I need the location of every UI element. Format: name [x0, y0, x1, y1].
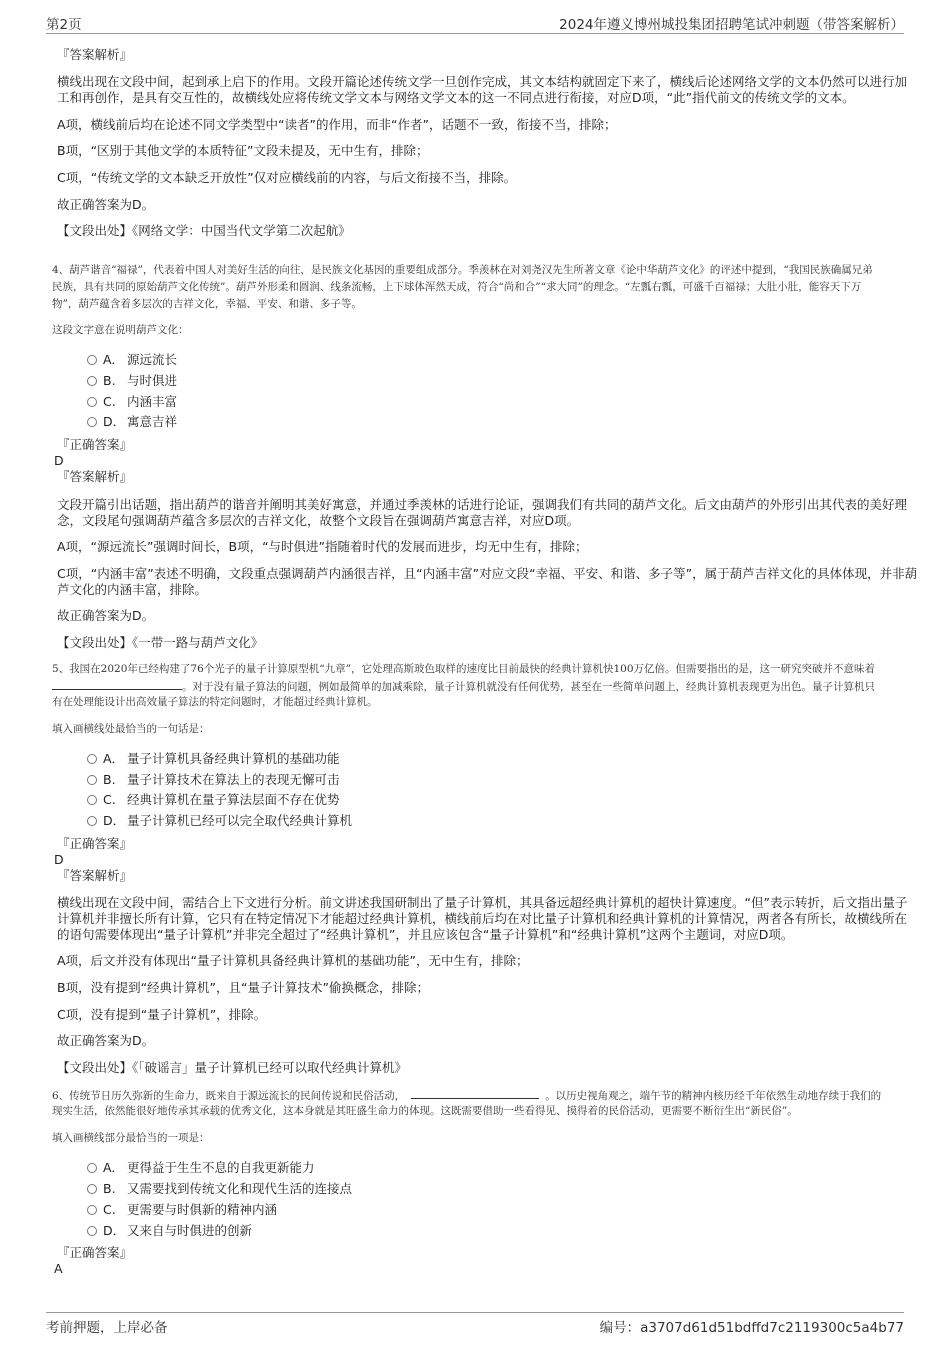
- q4-option-ab-analysis: A项，“源远流长”强调时间长，B项，“与时俱进”指随着时代的发展而进步，均无中生有，排除；: [57, 539, 588, 554]
- q6-answer: A: [54, 1261, 63, 1276]
- q6-option-d[interactable]: D． 又来自与时俱进的创新: [87, 1222, 252, 1239]
- q4-option-c-analysis: C项，“内涵丰富”表述不明确，文段重点强调葫芦内涵很吉祥，且“内涵丰富”对应文段“幸福、平安、和谐、多子等”，属于葫芦吉祥文化的具体体现，并非葫: [57, 566, 918, 581]
- radio-icon[interactable]: [87, 355, 97, 365]
- page-header: [46, 11, 904, 34]
- q5-stem-line: 5、我国在2020年已经构建了76个光子的量子计算原型机“九章”，它处理高斯玻色取样的速度比目前最快的经典计算机快100万亿倍。但需要指出的是，这一研究突破并不意味着: [52, 663, 876, 675]
- q5-stem-line: 有在处理能设计出高效量子算法的特定问题时，才能超过经典计算机。: [52, 696, 378, 708]
- q5-conclusion: 故正确答案为D。: [57, 1033, 155, 1048]
- q4-answer-label: 『正确答案』: [57, 437, 133, 452]
- document-title: 2024年遵义博州城投集团招聘笔试冲刺题（带答案解析）: [559, 17, 904, 33]
- radio-icon[interactable]: [87, 417, 97, 427]
- q5-option-b[interactable]: B. 量子计算技术在算法上的表现无懈可击: [87, 771, 340, 788]
- q4-analysis-line: 文段开篇引出话题，指出葫芦的谐音并阐明其美好寓意，并通过季羡林的话进行论证，强调我们有共同的葫芦文化。后文由葫芦的外形引出其代表的美好理: [57, 497, 908, 512]
- q4-option-c[interactable]: C. 内涵丰富: [87, 393, 177, 410]
- q5-option-a-analysis: A项，后文并没有体现出“量子计算机具备经典计算机的基础功能”，无中生有，排除；: [57, 953, 529, 968]
- radio-icon[interactable]: [87, 1163, 97, 1173]
- q3-option-a-analysis: A项，横线前后均在论述不同文学类型中“读者”的作用，而非“作者”，话题不一致，衔接不当，排除；: [57, 117, 617, 132]
- q4-option-a[interactable]: A． 源远流长: [87, 351, 177, 368]
- q3-option-b-analysis: B项，“区别于其他文学的本质特征”文段未提及，无中生有，排除；: [57, 143, 429, 158]
- q5-analysis-line: 横线出现在文段中间，需结合上下文进行分析。前文讲述我国研制出了量子计算机，其具备远超经典计算机的超快计算速度。“但”表示转折，后文指出量子: [57, 895, 908, 910]
- radio-icon[interactable]: [87, 816, 97, 826]
- q6-answer-label: 『正确答案』: [57, 1245, 133, 1260]
- q3-option-c-analysis: C项，“传统文学的文本缺乏开放性”仅对应横线前的内容，与后文衔接不当，排除。: [57, 170, 517, 185]
- radio-icon[interactable]: [87, 775, 97, 785]
- q5-answer-label: 『正确答案』: [57, 836, 133, 851]
- q4-stem-line: 民族，具有共同的原始葫芦文化传统”。葫芦外形柔和圆润、线条流畅，上下球体浑然天成，符合“尚和合”“求大同”的理念。“左瓢右瓢，可盛千百福禄；大肚小肚，能容天下万: [52, 281, 862, 293]
- page-footer: [46, 1312, 904, 1335]
- q3-analysis-line: 横线出现在文段中间，起到承上启下的作用。文段开篇论述传统文学一旦创作完成，其文本结构就固定下来了，横线后论述网络文学的文本仍然可以进行加: [57, 74, 908, 89]
- radio-icon[interactable]: [87, 397, 97, 407]
- radio-icon[interactable]: [87, 795, 97, 805]
- q4-source: 【文段出处】《一带一路与葫芦文化》: [57, 635, 264, 650]
- page-number: 第2页: [46, 17, 82, 33]
- radio-icon[interactable]: [87, 754, 97, 764]
- q3-conclusion: 故正确答案为D。: [57, 197, 155, 212]
- q6-option-a[interactable]: A． 更得益于生生不息的自我更新能力: [87, 1159, 315, 1176]
- radio-icon[interactable]: [87, 376, 97, 386]
- radio-icon[interactable]: [87, 1226, 97, 1236]
- fill-blank: [411, 1087, 539, 1099]
- q6-option-b[interactable]: B. 又需要找到传统文化和现代生活的连接点: [87, 1180, 352, 1197]
- q5-option-a[interactable]: A． 量子计算机具备经典计算机的基础功能: [87, 750, 340, 767]
- q6-stem-line: 现实生活，依然能很好地传承其承载的优秀文化，这本身就是其旺盛生命力的体现。这既需要借助一些看得见、摸得着的民俗活动，更需要不断衍生出“新民俗”。: [52, 1105, 798, 1117]
- q4-conclusion: 故正确答案为D。: [57, 608, 155, 623]
- footer-slogan: 考前押题，上岸必备: [46, 1320, 168, 1336]
- document-serial-number: 编号：a3707d61d51bdffd7c2119300c5a4b77: [599, 1320, 904, 1336]
- q5-option-c[interactable]: C. 经典计算机在量子算法层面不存在优势: [87, 791, 340, 808]
- radio-icon[interactable]: [87, 1205, 97, 1215]
- q3-analysis-label: 『答案解析』: [57, 47, 133, 62]
- radio-icon[interactable]: [87, 1184, 97, 1194]
- q3-analysis-line: 工和再创作，是具有交互性的，故横线处应将传统文学文本与网络文学文本的这一不同点进行衔接，对应D项，“此”指代前文的传统文学的文本。: [57, 90, 855, 105]
- q5-answer: D: [54, 852, 64, 867]
- q6-option-c[interactable]: C. 更需要与时俱新的精神内涵: [87, 1201, 277, 1218]
- q4-analysis-line: 念，文段尾句强调葫芦蕴含多层次的吉祥文化，故整个文段旨在强调葫芦寓意吉祥，对应D项。: [57, 513, 580, 528]
- q5-analysis-label: 『答案解析』: [57, 868, 133, 883]
- q4-option-d[interactable]: D． 寓意吉祥: [87, 413, 177, 430]
- q6-prompt: 填入画横线部分最恰当的一项是：: [52, 1132, 210, 1144]
- q5-option-b-analysis: B项，没有提到“经典计算机”，且“量子计算技术”偷换概念，排除；: [57, 980, 429, 995]
- q4-answer: D: [54, 453, 64, 468]
- q5-prompt: 填入画横线处最恰当的一句话是：: [52, 723, 210, 735]
- fill-blank: [52, 678, 182, 690]
- q4-analysis-label: 『答案解析』: [57, 469, 133, 484]
- q5-option-c-analysis: C项，没有提到“量子计算机”，排除。: [57, 1007, 267, 1022]
- q5-option-d[interactable]: D． 量子计算机已经可以完全取代经典计算机: [87, 812, 352, 829]
- q5-analysis-line: 的语句需要体现出“量子计算机”并非完全超过了“经典计算机”，并且应该包含“量子计算机”和“经典计算机”这两个主题词，对应D项。: [57, 927, 794, 942]
- q4-option-b[interactable]: B. 与时俱进: [87, 372, 177, 389]
- q4-prompt: 这段文字意在说明葫芦文化：: [52, 324, 189, 336]
- q4-stem-line: 4、葫芦谐音“福禄”，代表着中国人对美好生活的向往，是民族文化基因的重要组成部分。季羡林在对刘尧汉先生所著文章《论中华葫芦文化》的评述中提到，“我国民族确属兄弟: [52, 264, 873, 276]
- q5-stem-line: 。对于没有量子算法的问题，例如最简单的加减乘除，量子计算机就没有任何优势，甚至在一些简单问题上，经典计算机表现更为出色。量子计算机只: [52, 678, 875, 695]
- q5-source: 【文段出处】《「破谣言」量子计算机已经可以取代经典计算机》: [57, 1060, 408, 1075]
- q3-source: 【文段出处】《网络文学：中国当代文学第二次起航》: [57, 223, 351, 238]
- q5-analysis-line: 计算机并非擅长所有计算，它只有在特定情况下才能超过经典计算机，横线前后均在对比量子计算机和经典计算机的计算情况，两者各有所长，故横线所在: [57, 911, 908, 926]
- q6-stem-line: 6、传统节日历久弥新的生命力，既来自于源远流长的民间传说和民俗活动， 。以历史视角观之，端午节的精神内核历经千年依然生动地存续于我们的: [52, 1087, 881, 1104]
- q4-option-c-analysis: 芦文化的内涵丰富，排除。: [57, 582, 208, 597]
- q4-stem-line: 物”，葫芦蕴含着多层次的吉祥文化，幸福、平安、和谐、多子等。: [52, 298, 362, 310]
